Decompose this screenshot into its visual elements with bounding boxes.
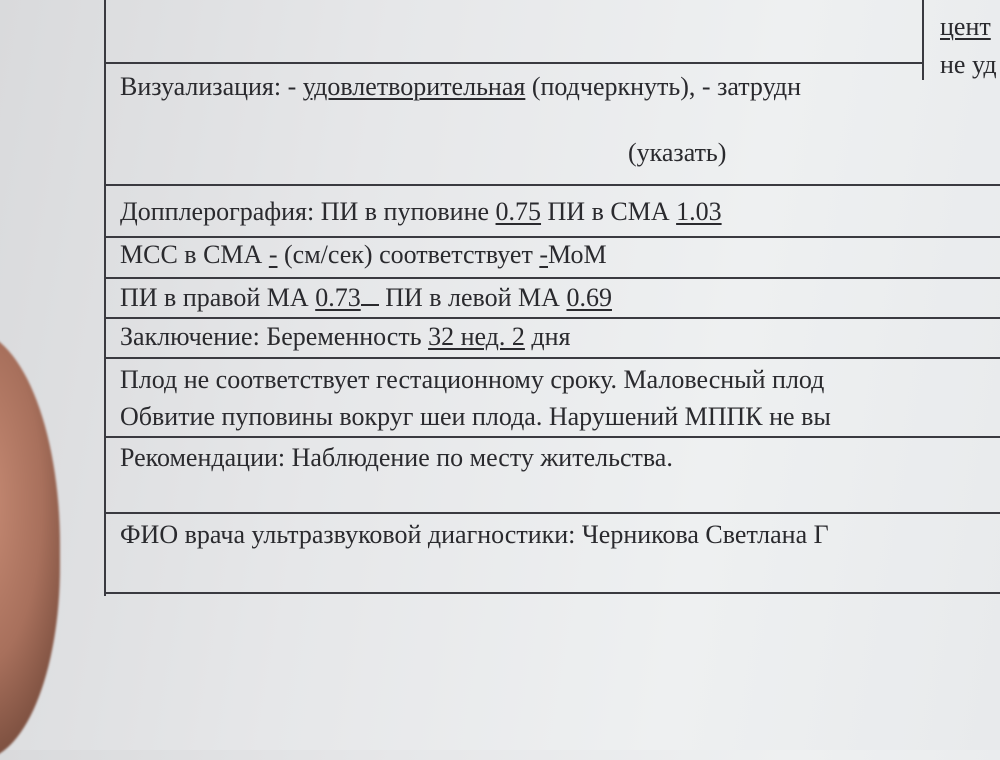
row-divider-6 bbox=[104, 357, 1000, 359]
corner-text-2: не уд bbox=[940, 50, 997, 79]
conclusion-suffix: дня bbox=[524, 322, 571, 351]
finger-photo-artifact bbox=[0, 330, 60, 760]
findings-line-1: Плод не соответствует гестационному сроку. Маловесный плод bbox=[120, 365, 825, 394]
conclusion-row bbox=[120, 322, 571, 352]
visualization-row bbox=[120, 72, 801, 102]
row-divider-7 bbox=[104, 436, 1000, 438]
doppler-label: Допплерография: ПИ в пуповине bbox=[120, 197, 496, 226]
row-divider-4 bbox=[104, 277, 1000, 279]
umbilical-pi-value: 0.75 bbox=[495, 197, 542, 226]
mcs-label: МСС в СМА bbox=[120, 240, 269, 269]
right-ua-value: 0.73 bbox=[315, 283, 361, 312]
mom-value: - bbox=[539, 240, 548, 269]
row-divider-5 bbox=[104, 317, 1000, 319]
right-ua-label: ПИ в правой МА bbox=[120, 283, 316, 312]
visualization-option-satisfactory: удовлетворительная bbox=[302, 72, 526, 101]
row-divider-3 bbox=[104, 236, 1000, 238]
findings-line-2: Обвитие пуповины вокруг шеи плода. Нарушений МППК не вы bbox=[120, 402, 831, 431]
visualization-row-2 bbox=[628, 138, 726, 168]
recommendations-row: Рекомендации: Наблюдение по месту жительства. bbox=[120, 443, 673, 472]
right-ua-blank bbox=[361, 282, 379, 306]
row-divider-8 bbox=[104, 512, 1000, 514]
doppler-row bbox=[120, 197, 722, 227]
table-bottom-border bbox=[104, 592, 1000, 594]
mom-unit: МоМ bbox=[548, 240, 607, 269]
visualization-specify: (указать) bbox=[628, 138, 727, 167]
mca-pi-value: 1.03 bbox=[676, 197, 722, 226]
table-left-border bbox=[104, 0, 106, 596]
conclusion-label: Заключение: Беременность bbox=[120, 322, 429, 351]
uterine-artery-row bbox=[120, 282, 612, 313]
visualization-rest: (подчеркнуть), - затрудн bbox=[525, 72, 802, 101]
row-divider-2 bbox=[104, 184, 1000, 186]
left-ua-label: ПИ в левой МА bbox=[378, 283, 567, 312]
gestational-term: 32 нед. 2 bbox=[428, 322, 525, 351]
corner-text-1: цент bbox=[940, 12, 991, 41]
mcs-value: - bbox=[268, 240, 278, 269]
left-ua-value: 0.69 bbox=[566, 283, 612, 312]
doctor-row: ФИО врача ультразвуковой диагностики: Черникова Светлана Г bbox=[120, 520, 829, 549]
mcs-row bbox=[120, 240, 607, 270]
row-divider-1 bbox=[104, 62, 924, 64]
mcs-unit: (см/сек) соответствует bbox=[277, 240, 540, 269]
mca-pi-label: ПИ в СМА bbox=[541, 197, 677, 226]
table-top-right-divider bbox=[922, 0, 924, 80]
visualization-label: Визуализация: - bbox=[120, 72, 303, 101]
